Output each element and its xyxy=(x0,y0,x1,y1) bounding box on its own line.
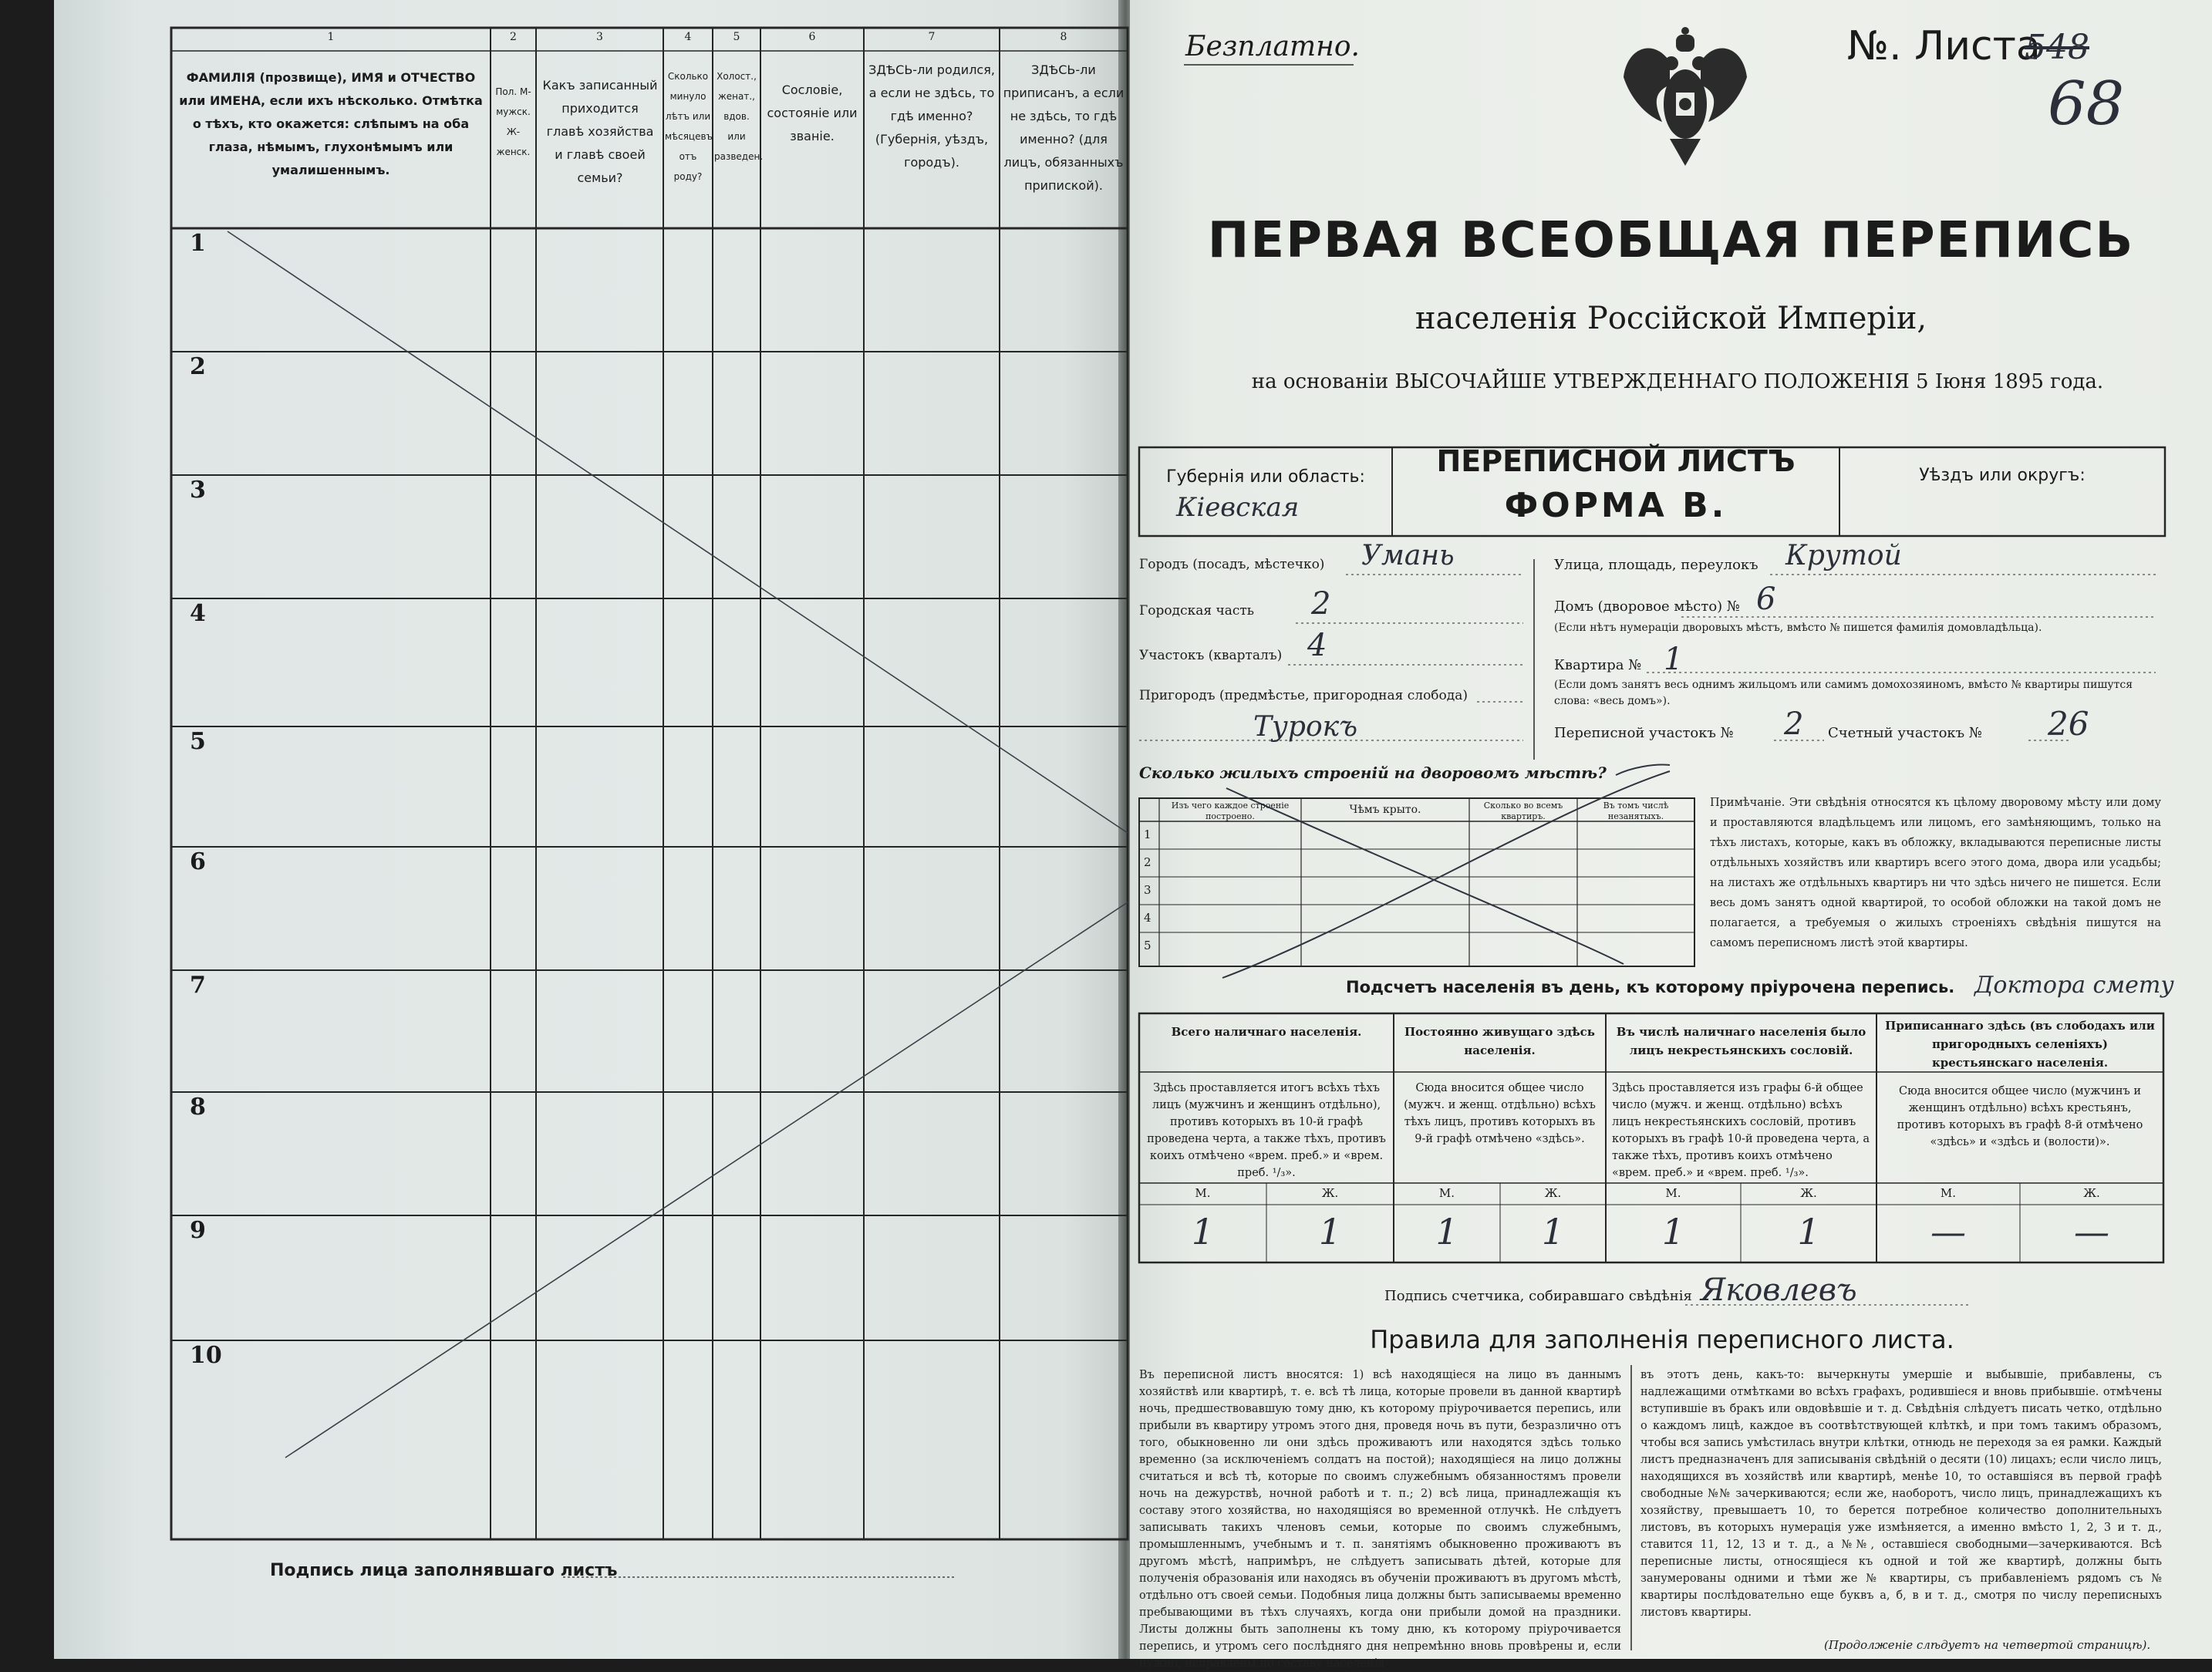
sheet-number-struck: 548 xyxy=(2025,28,2089,67)
buildings-header-roof: Чѣмъ крыто. xyxy=(1349,804,1421,816)
left-table-grid xyxy=(54,0,1118,1659)
buildings-row-number: 5 xyxy=(1144,939,1152,952)
street-value: Крутой xyxy=(1785,540,1902,571)
row-number: 3 xyxy=(190,477,206,504)
buildings-question: Сколько жилыхъ строеній на дворовомъ мѣстѣ? xyxy=(1139,764,1607,782)
row-number: 4 xyxy=(190,600,206,627)
census-basis: на основаніи ВЫСОЧАЙШЕ УТВЕРЖДЕННАГО ПОЛОЖЕНІЯ 5 Іюня 1895 года. xyxy=(1251,370,2104,393)
census-section-value: 2 xyxy=(1784,706,1804,742)
buildings-row-number: 4 xyxy=(1144,911,1152,925)
counting-section-value: 26 xyxy=(2048,705,2089,743)
permanent-male-value: 1 xyxy=(1435,1211,1458,1252)
male-label: М. xyxy=(1940,1186,1957,1200)
signature-label: Подпись лица заполнявшаго листъ xyxy=(270,1561,618,1580)
row-number: 5 xyxy=(190,728,206,755)
summary-header-nonpeasant: Въ числѣ наличнаго населенія было лицъ некрестьянскихъ сословій. xyxy=(1616,1025,1866,1057)
house-note: (Если нѣтъ нумераціи дворовыхъ мѣстъ, вмѣсто № пишется фамилія домовладѣльца). xyxy=(1554,622,2042,634)
summary-body-present: Здѣсь проставляется итогъ всѣхъ тѣхъ лицъ (мужчинъ и женщинъ отдѣльно), противъ которыхъ въ 10-й графѣ проведена черта, а также тѣхъ, противъ коихъ отмѣчено «врем. преб.» и «врем. преб. ¹/₃». xyxy=(1147,1082,1386,1179)
male-label: М. xyxy=(1195,1186,1211,1200)
summary-body-peasant: Сюда вносится общее число (мужчинъ и женщинъ отдѣльно) всѣхъ крестьянъ, противъ которыхъ въ графѣ 8-й отмѣчено «здѣсь» и «здѣсь и (волости)». xyxy=(1897,1085,2143,1148)
buildings-row-number: 3 xyxy=(1144,883,1152,897)
city-label: Городъ (посадъ, мѣстечко) xyxy=(1139,557,1325,572)
apartment-label: Квартира № xyxy=(1554,657,1642,673)
rules-text-right: въ этотъ день, какъ-то: вычеркнуты умершіе и выбывшіе, прибавлены, съ надлежащими отмѣтками во всѣхъ графахъ, родившіеся и вновь прибывшіе. отмѣчены вступившіе въ бракъ или овдовѣвшіе и т. д. Свѣдѣнія слѣдуетъ писать четко, отдѣльно о каждомъ лицѣ, каждое въ соотвѣтствующей клѣткѣ, и при томъ такимъ образомъ, чтобы вся запись умѣстилась внутри клѣтки, отнюдь не переходя за ея рамки. Каждый листъ предназначенъ для записыванія свѣдѣній о десяти (10) лицахъ; если число лицъ, находящихся въ хозяйствѣ или квартирѣ, менѣе 10, то оставшіяся въ первой графѣ свободные №№ зачеркиваются; если же, наоборотъ, число лицъ, принадлежащихъ къ хозяйству, превышаетъ 10, то берется потребное количество дополнительныхъ листовъ, въ которыхъ нумерація уже измѣняется, а именно вмѣсто 1, 2, 3 и т. д., ставится 11, 12, 13 и т. д., а №№, оставшіеся свободными—зачеркиваются. Всѣ переписные листы, относящіеся къ одной и той же квартирѣ, должны быть занумерованы одними и тѣми же № квартиры, съ прибавленіемъ рядомъ съ № квартиры послѣдовательно еще буквъ а, б, в и т. д., смотря по числу переписныхъ листовъ квартиры. xyxy=(1640,1369,2162,1619)
header-registration: ЗДѢСЬ-ли приписанъ, а если не здѣсь, то гдѣ именно? (для лицъ, обязанныхъ припиской). xyxy=(1003,62,1125,193)
buildings-note: Примѣчаніе. Эти свѣдѣнія относятся къ цѣлому дворовому мѣсту или дому и проставляются владѣльцемъ или лицомъ, его замѣняющимъ, только на тѣхъ листахъ, которые, какъ въ обложку, вкладываются переписные листы отдѣльныхъ хозяйствъ или квартиръ всего этого дома, двора или усадьбы; на листахъ же отдѣльныхъ квартиръ ни что здѣсь ничего не пишется. Если весь домъ занятъ одной квартирой, то особой обложки на такой домъ не полагается, а требуемыя о жилыхъ строеніяхъ свѣдѣнія пишутся на самомъ переписномъ листѣ этой квартиры. xyxy=(1710,797,2161,949)
header-relation: Какъ записанный приходится главѣ хозяйства и главѣ своей семьи? xyxy=(542,78,658,185)
count-title: Подсчетъ населенія въ день, къ которому пріурочена перепись. xyxy=(1346,978,1955,996)
quarter-value: 4 xyxy=(1307,628,1327,663)
counting-section-label: Счетный участокъ № xyxy=(1828,725,1982,741)
column-number-5: 5 xyxy=(733,31,740,43)
present-male-value: 1 xyxy=(1191,1211,1215,1252)
summary-header-permanent: Постоянно живущаго здѣсь населенія. xyxy=(1404,1025,1595,1057)
city-value: Умань xyxy=(1361,540,1455,571)
row-number: 1 xyxy=(190,230,206,257)
row-number: 9 xyxy=(190,1217,206,1244)
column-number-2: 2 xyxy=(510,31,517,43)
male-label: М. xyxy=(1665,1186,1681,1200)
summary-header-present: Всего наличнаго населенія. xyxy=(1171,1025,1362,1039)
free-label: Безплатно. xyxy=(1185,31,1360,62)
quarter-label: Участокъ (кварталъ) xyxy=(1139,648,1283,663)
buildings-row-number: 2 xyxy=(1144,855,1152,869)
column-number-8: 8 xyxy=(1060,31,1067,43)
nonpeasant-male-value: 1 xyxy=(1661,1211,1685,1252)
row-number: 6 xyxy=(190,848,206,875)
summary-body-permanent: Сюда вносится общее число (мужч. и женщ. отдѣльно) всѣхъ тѣхъ лицъ, противъ которыхъ въ 9-й графѣ отмѣчено «здѣсь». xyxy=(1404,1082,1596,1145)
sheet-number-handwritten: 68 xyxy=(2048,69,2125,139)
province-label: Губернія или область: xyxy=(1166,467,1365,487)
right-page xyxy=(1130,0,2212,1670)
house-value: 6 xyxy=(1756,581,1776,617)
suburb-label: Пригородъ (предмѣстье, пригородная слобода) xyxy=(1139,688,1468,703)
province-value: Кіевская xyxy=(1176,492,1300,523)
peasant-male-value: — xyxy=(1930,1211,1966,1252)
imperial-eagle-icon xyxy=(1624,27,1747,166)
census-subtitle: населенія Россійской Имперіи, xyxy=(1415,301,1927,336)
header-estate: Сословіе, состояніе или званіе. xyxy=(767,83,858,143)
header-marital: Холост., женат., вдов. или разведен. xyxy=(714,71,764,162)
present-female-value: 1 xyxy=(1318,1211,1342,1252)
female-label: Ж. xyxy=(1800,1186,1817,1200)
header-name: ФАМИЛІЯ (прозвище), ИМЯ и ОТЧЕСТВО или ИМЕНА, если ихъ нѣсколько. Отмѣтка о тѣхъ, кто окажется: слѣпымъ на оба глаза, нѣмымъ, глухонѣмымъ или умалишеннымъ. xyxy=(179,70,483,177)
house-label: Домъ (дворовое мѣсто) № xyxy=(1554,598,1740,615)
male-label: М. xyxy=(1438,1186,1455,1200)
sheet-number-label: №. Листа xyxy=(1847,23,2041,69)
female-label: Ж. xyxy=(1544,1186,1562,1200)
enumerator-label: Подпись счетчика, собиравшаго свѣдѣнія xyxy=(1384,1288,1692,1304)
column-number-3: 3 xyxy=(596,31,603,43)
suburb-value: Турокъ xyxy=(1253,711,1358,743)
buildings-header-material: Изъ чего каждое строеніе построено. xyxy=(1171,801,1290,821)
female-label: Ж. xyxy=(2083,1186,2100,1200)
form-title-2: ФОРМА В. xyxy=(1504,486,1728,525)
continuation-note: (Продолженіе слѣдуетъ на четвертой страницѣ). xyxy=(1824,1638,2151,1652)
city-part-label: Городская часть xyxy=(1139,603,1255,619)
column-number-7: 7 xyxy=(928,31,936,43)
summary-header-peasant: Приписаннаго здѣсь (въ слободахъ или пригородныхъ селеніяхъ) крестьянскаго населенія. xyxy=(1885,1019,2155,1070)
permanent-female-value: 1 xyxy=(1541,1211,1565,1252)
row-number: 2 xyxy=(190,353,206,380)
row-number: 7 xyxy=(190,972,206,999)
left-page xyxy=(54,0,1125,1659)
buildings-header-vacant: Въ томъ числѣ незанятыхъ. xyxy=(1603,801,1669,821)
buildings-header-apartments: Сколько во всемъ квартиръ. xyxy=(1483,801,1563,821)
apartment-value: 1 xyxy=(1664,642,1684,677)
column-number-4: 4 xyxy=(684,31,692,43)
row-number: 8 xyxy=(190,1094,206,1121)
nonpeasant-female-value: 1 xyxy=(1797,1211,1820,1252)
census-title: ПЕРВАЯ ВСЕОБЩАЯ ПЕРЕПИСЬ xyxy=(1207,212,2135,269)
header-sex: Пол. М-мужск. Ж-женск. xyxy=(495,86,531,157)
rules-title: Правила для заполненія переписного листа. xyxy=(1370,1325,1954,1354)
row-number: 10 xyxy=(190,1342,222,1369)
census-section-label: Переписной участокъ № xyxy=(1554,725,1734,741)
apartment-note: (Если домъ занятъ весь однимъ жильцомъ или самимъ домохозяиномъ, вмѣсто № квартиры пишутся слова: «весь домъ»). xyxy=(1554,679,2133,707)
peasant-female-value: — xyxy=(2074,1211,2109,1252)
rules-text-left: Въ переписной листъ вносятся: 1) всѣ находящіеся на лицо въ даннымъ хозяйствѣ или квартирѣ, т. е. всѣ тѣ лица, которые провели въ данной квартирѣ ночь, предшествовавшую тому дню, къ которому пріурочивается перепись, или прибыли въ квартиру утромъ этого дня, проведя ночь въ пути, безразлично отъ того, обыкновенно ли они здѣсь проживаютъ или находятся здѣсь только временно (за исключеніемъ солдатъ на постой); находящіеся на лицо должны считаться и всѣ тѣ, которые по своимъ служебнымъ обязанностямъ провели ночь на дежурствѣ, ночной работѣ и т. п.; 2) всѣ лица, принадлежащія къ составу этого хозяйства, но находящіяся во временной отлучкѣ. Не слѣдуетъ записывать такихъ членовъ семьи, которые по своимъ служебнымъ, промышленнымъ, учебнымъ и т. п. занятіямъ обыкновенно проживаютъ въ другомъ мѣстѣ, напримѣръ, не слѣдуетъ записывать дѣтей, которые для полученія образованія или находясь въ обученіи проживаютъ въ другомъ мѣстѣ, отдѣльно отъ своей семьи. Подобныя лица должны быть записываемы временно пребывающими въ тѣхъ случаяхъ, когда они прибыли домой на праздники. Листы должны быть заполнены къ тому дню, къ которому пріурочивается перепись, и утромъ сего послѣдняго дня непремѣнно вновь провѣрены и, если нужно, исправлены по составу населенія xyxy=(1139,1369,1621,1670)
count-handwritten-note: Доктора смету xyxy=(1974,972,2174,999)
summary-body-nonpeasant: Здѣсь проставляется изъ графы 6-й общее число (мужч. и женщ. отдѣльно) всѣхъ лицъ некрестьянскихъ сословій, противъ которыхъ въ графѣ 10-й проведена черта, а также тѣхъ, противъ коихъ отмѣчено «врем. преб.» и «врем. преб. ¹/₃». xyxy=(1612,1082,1870,1179)
city-part-value: 2 xyxy=(1311,586,1331,622)
buildings-row-number: 1 xyxy=(1144,828,1152,841)
district-label: Уѣздъ или округъ: xyxy=(1919,466,2086,485)
column-number-6: 6 xyxy=(808,31,816,43)
female-label: Ж. xyxy=(1321,1186,1339,1200)
header-age: Сколько минуло лѣтъ или мѣсяцевъ отъ роду? xyxy=(665,71,713,182)
enumerator-signature: Яковлевъ xyxy=(1701,1273,1857,1308)
form-title-1: ПЕРЕПИСНОЙ ЛИСТЪ xyxy=(1436,444,1796,478)
header-birthplace: ЗДѢСЬ-ли родился, а если не здѣсь, то гдѣ именно? (Губернія, уѣздъ, городъ). xyxy=(868,62,995,170)
column-number-1: 1 xyxy=(327,31,335,43)
street-label: Улица, площадь, переулокъ xyxy=(1554,557,1758,573)
